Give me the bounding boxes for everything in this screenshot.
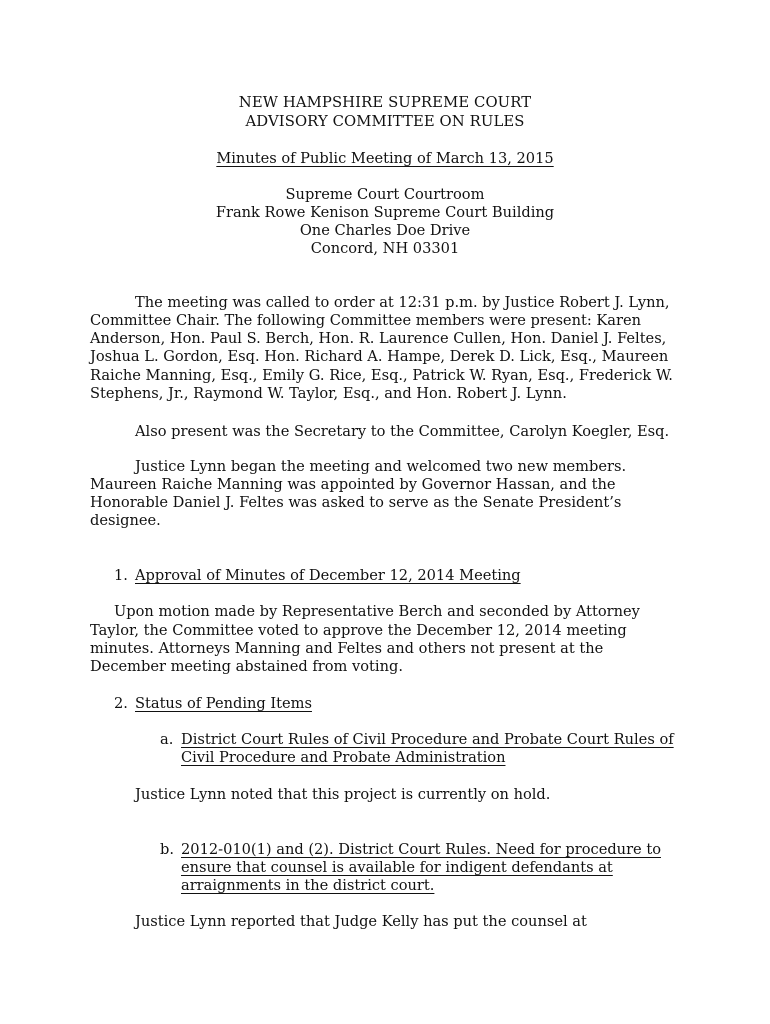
intro-line: Stephens, Jr., Raymond W. Taylor, Esq., and Hon. Robert J. Lynn. [90, 385, 567, 402]
location-line: Concord, NH 03301 [310, 240, 460, 257]
sub-item-a-letter: a. [160, 731, 174, 748]
welcome-line: Justice Lynn began the meeting and welcomed two new members. [135, 458, 627, 475]
item-1-line: Taylor, the Committee voted to approve the December 12, 2014 meeting [90, 622, 627, 639]
sub-item-b-text: Justice Lynn reported that Judge Kelly has put the counsel at [135, 913, 587, 930]
sub-item-b-heading: ensure that counsel is available for indigent defendants at [181, 859, 613, 876]
sub-item-b-heading: arraignments in the district court. [181, 877, 435, 894]
court-name: NEW HAMPSHIRE SUPREME COURT [238, 94, 532, 111]
intro-line: Raiche Manning, Esq., Emily G. Rice, Esq., Patrick W. Ryan, Esq., Frederick W. [90, 367, 673, 384]
intro-line: Committee Chair. The following Committee members were present: Karen [90, 312, 642, 329]
intro-line: Joshua L. Gordon, Esq. Hon. Richard A. Hampe, Derek D. Lick, Esq., Maureen [90, 348, 669, 365]
item-1-number: 1. [114, 567, 128, 584]
intro-line: The meeting was called to order at 12:31 p.m. by Justice Robert J. Lynn, [135, 294, 670, 311]
committee-name: ADVISORY COMMITTEE ON RULES [245, 113, 525, 130]
sub-item-b-letter: b. [160, 841, 174, 858]
item-1-heading: Approval of Minutes of December 12, 2014 Meeting [135, 567, 521, 584]
welcome-line: Honorable Daniel J. Feltes was asked to serve as the Senate President’s [90, 494, 622, 511]
minutes-title: Minutes of Public Meeting of March 13, 2015 [216, 150, 554, 167]
item-1-line: December meeting abstained from voting. [90, 658, 403, 675]
sub-item-a-heading: Civil Procedure and Probate Administration [181, 749, 506, 766]
sub-item-a-heading: District Court Rules of Civil Procedure and Probate Court Rules of [181, 731, 674, 748]
sub-item-a-text: Justice Lynn noted that this project is currently on hold. [135, 786, 551, 803]
item-1-line: minutes. Attorneys Manning and Feltes and others not present at the [90, 640, 604, 657]
item-1-line: Upon motion made by Representative Berch and seconded by Attorney [114, 603, 640, 620]
item-2-number: 2. [114, 695, 128, 712]
item-2-heading: Status of Pending Items [135, 695, 312, 712]
welcome-line: designee. [90, 512, 161, 529]
intro-line: Anderson, Hon. Paul S. Berch, Hon. R. Laurence Cullen, Hon. Daniel J. Feltes, [90, 330, 667, 347]
location-line: Frank Rowe Kenison Supreme Court Building [215, 204, 555, 221]
location-line: One Charles Doe Drive [299, 222, 471, 239]
welcome-line: Maureen Raiche Manning was appointed by Governor Hassan, and the [90, 476, 616, 493]
location-line: Supreme Court Courtroom [285, 186, 485, 203]
sub-item-b-heading: 2012-010(1) and (2). District Court Rules. Need for procedure to [181, 841, 661, 858]
also-present-paragraph: Also present was the Secretary to the Committee, Carolyn Koegler, Esq. [135, 423, 670, 440]
